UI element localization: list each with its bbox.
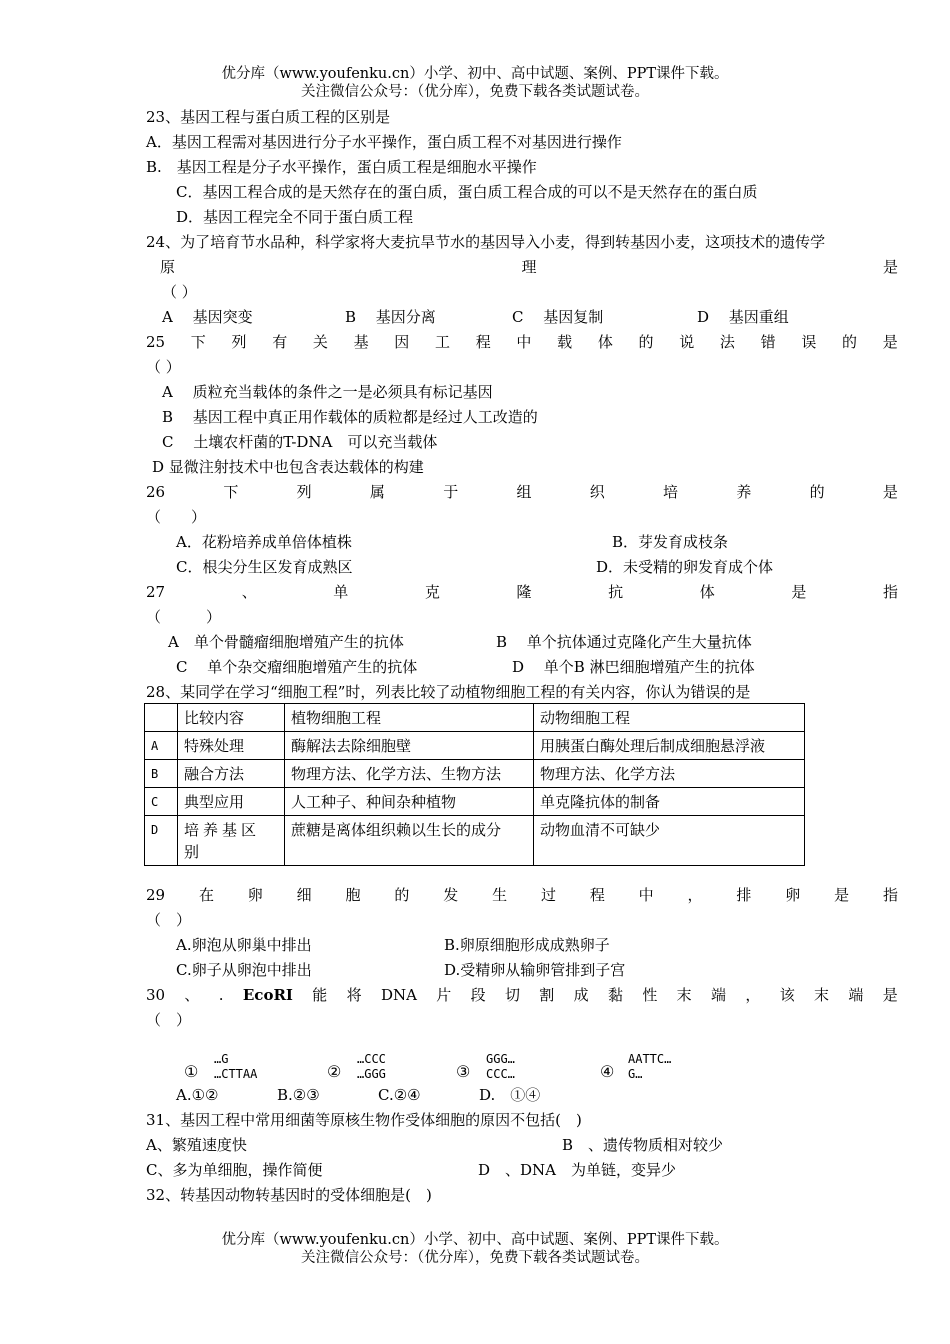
q25-stem (146, 332, 898, 352)
q29-option-d: D.受精卵从输卵管排到子宫 (444, 961, 626, 979)
sequence-1-top-strand: …G (214, 1052, 229, 1066)
q26-word: 培 (663, 483, 679, 501)
q25-word: 下 (190, 333, 206, 351)
q27-word: 指 (882, 583, 898, 601)
q25-word: 因 (394, 333, 410, 351)
q24-word: 理 (521, 258, 537, 276)
table-cell: 典型应用 (178, 788, 285, 816)
q23-option-c: C．基因工程合成的是天然存在的蛋白质，蛋白质工程合成的可以不是天然存在的蛋白质 (176, 183, 758, 201)
q30-word: EcoRⅠ (242, 986, 293, 1004)
q27-word: 隆 (516, 583, 532, 601)
q29-word: 中 (638, 886, 654, 904)
q26-word: 于 (443, 483, 459, 501)
table-cell: A (145, 732, 178, 760)
q29-word: 过 (540, 886, 556, 904)
q30-word: 能 (312, 986, 328, 1004)
q30-option-a: A.①② (176, 1086, 219, 1104)
q29-answer-paren: （ ） (146, 911, 192, 929)
q29-word: 在 (198, 886, 214, 904)
table-cell: C (145, 788, 178, 816)
table-header-cell: 动物细胞工程 (534, 704, 805, 732)
q30-word: 30 (146, 986, 166, 1004)
q30-word: . (218, 986, 224, 1004)
q25-answer-paren: （ ） (146, 358, 181, 376)
table-cell: 特殊处理 (178, 732, 285, 760)
q25-word: 的 (842, 333, 858, 351)
q27-word: 克 (424, 583, 440, 601)
q29-word: 指 (882, 886, 898, 904)
footer-line-1: 优分库（www.youfenku.cn）小学、初中、高中试题、案例、PPT课件下载。 (221, 1232, 729, 1248)
table-row (145, 760, 805, 788)
q32-stem: 32、转基因动物转基因时的受体细胞是( ) (146, 1186, 432, 1204)
q27-word: 单 (333, 583, 349, 601)
footer-line-2: 关注微信公众号：（优分库），免费下载各类试题试卷。 (301, 1250, 649, 1266)
q29-word: 是 (834, 886, 850, 904)
q25-word: 工 (435, 333, 451, 351)
sequence-4-top-strand: AATTC… (628, 1052, 672, 1066)
q23-option-a: A．基因工程需对基因进行分子水平操作，蛋白质工程不对基因进行操作 (146, 133, 622, 151)
q26-word: 组 (516, 483, 532, 501)
q31-option-d: D 、DNA 为单链，变异少 (478, 1161, 677, 1179)
q26-word: 属 (369, 483, 385, 501)
q23-stem: 23、基因工程与蛋白质工程的区别是 (146, 108, 391, 126)
q27-option-c: C 单个杂交瘤细胞增殖产生的抗体 (176, 658, 418, 676)
sequence-2-number: ② (327, 1062, 342, 1081)
q25-option-a: A 质粒充当载体的条件之一是必须具有标记基因 (162, 383, 493, 401)
q29-word: 发 (443, 886, 459, 904)
q30-word: ， (745, 986, 761, 1004)
q30-option-b: B.②③ (277, 1086, 320, 1104)
q25-option-b: B 基因工程中真正用作载体的质粒都是经过人工改造的 (162, 408, 538, 426)
q23-option-b: B. 基因工程是分子水平操作，蛋白质工程是细胞水平操作 (146, 158, 537, 176)
q27-option-a: A 单个骨髓瘤细胞增殖产生的抗体 (168, 633, 404, 651)
q25-option-c: C 土壤农杆菌的T-DNA 可以充当载体 (162, 433, 438, 451)
q25-word: 是 (882, 333, 898, 351)
q24-option-d: D 基因重组 (697, 308, 789, 326)
table-cell: 人工种子、种间杂种植物 (285, 788, 534, 816)
q29-word: ， (687, 886, 703, 904)
q30-stem (146, 985, 898, 1005)
q27-answer-paren: （ ） (146, 608, 222, 626)
q26-word: 列 (296, 483, 312, 501)
sequence-2-top-strand: …CCC (357, 1052, 386, 1066)
q25-word: 体 (597, 333, 613, 351)
q27-stem (146, 582, 898, 602)
q24-option-c: C 基因复制 (512, 308, 604, 326)
q27-word: 体 (699, 583, 715, 601)
q29-word: 卵 (785, 886, 801, 904)
q29-option-c: C.卵子从卵泡中排出 (176, 961, 312, 979)
q25-word: 法 (719, 333, 735, 351)
q29-option-a: A.卵泡从卵巢中排出 (176, 936, 312, 954)
sequence-1-number: ① (184, 1062, 199, 1081)
q30-word: DNA (380, 986, 417, 1004)
q25-word: 说 (679, 333, 695, 351)
header-line-2: 关注微信公众号：（优分库），免费下载各类试题试卷。 (301, 84, 649, 100)
q25-word: 错 (760, 333, 776, 351)
q26-word: 下 (223, 483, 239, 501)
q25-word: 的 (638, 333, 654, 351)
q26-option-a: A．花粉培养成单倍体植株 (176, 533, 352, 551)
q25-word: 25 (146, 333, 166, 351)
q24-word: 是 (882, 258, 898, 276)
q30-word: 端 (711, 986, 727, 1004)
q30-word: 末 (814, 986, 830, 1004)
q28-stem: 28、某同学在学习“细胞工程”时，列表比较了动植物细胞工程的有关内容，你认为错误的是 (146, 683, 751, 701)
q25-word: 列 (231, 333, 247, 351)
q24-option-b: B 基因分离 (345, 308, 436, 326)
q24-answer-paren: （ ） (162, 283, 197, 301)
q30-option-c: C.②④ (378, 1086, 421, 1104)
table-cell: 单克隆抗体的制备 (534, 788, 805, 816)
sequence-3-number: ③ (456, 1062, 471, 1081)
table-cell: B (145, 760, 178, 788)
q26-option-c: C．根尖分生区发育成熟区 (176, 558, 353, 576)
q29-stem (146, 885, 898, 905)
q25-option-d: D 显微注射技术中也包含表达载体的构建 (152, 458, 424, 476)
q27-option-b: B 单个抗体通过克隆化产生大量抗体 (496, 633, 752, 651)
q31-option-a: A、繁殖速度快 (146, 1136, 247, 1154)
comparison-table (144, 703, 805, 866)
q26-word: 26 (146, 483, 166, 501)
table-row (145, 816, 805, 866)
sequence-3-top-strand: GGG… (486, 1052, 515, 1066)
q31-option-b: B 、遗传物质相对较少 (562, 1136, 724, 1154)
q25-word: 中 (516, 333, 532, 351)
q30-word: 将 (346, 986, 362, 1004)
header-line-1: 优分库（www.youfenku.cn）小学、初中、高中试题、案例、PPT课件下载。 (221, 66, 729, 82)
sequence-2-bottom-strand: …GGG (357, 1067, 386, 1081)
q27-word: 抗 (608, 583, 624, 601)
q29-option-b: B.卵原细胞形成成熟卵子 (444, 936, 610, 954)
q26-option-d: D．未受精的卵发育成个体 (596, 558, 774, 576)
table-row (145, 732, 805, 760)
q29-word: 排 (736, 886, 752, 904)
q29-word: 细 (296, 886, 312, 904)
table-header-cell (145, 704, 178, 732)
q30-word: 片 (436, 986, 452, 1004)
q24-stem: 24、为了培育节水品种，科学家将大麦抗旱节水的基因导入小麦，得到转基因小麦，这项技术的遗传学 (146, 233, 826, 251)
q30-word: 端 (848, 986, 864, 1004)
table-header-cell: 植物细胞工程 (285, 704, 534, 732)
q29-word: 的 (394, 886, 410, 904)
q27-option-d: D 单个B 淋巴细胞增殖产生的抗体 (512, 658, 755, 676)
q30-option-d: D. ①④ (479, 1086, 541, 1104)
q26-word: 养 (736, 483, 752, 501)
q29-word: 生 (492, 886, 508, 904)
q26-word: 的 (809, 483, 825, 501)
table-cell: 动物血清不可缺少 (534, 816, 805, 866)
sequence-4-number: ④ (600, 1062, 615, 1081)
q31-stem: 31、基因工程中常用细菌等原核生物作受体细胞的原因不包括( ) (146, 1111, 582, 1129)
q25-word: 关 (312, 333, 328, 351)
sequence-1-bottom-strand: …CTTAA (214, 1067, 258, 1081)
q30-word: 、 (184, 986, 200, 1004)
q31-option-c: C、多为单细胞，操作简便 (146, 1161, 323, 1179)
q29-word: 程 (589, 886, 605, 904)
q30-word: 切 (504, 986, 520, 1004)
q30-word: 割 (539, 986, 555, 1004)
q25-word: 程 (475, 333, 491, 351)
q30-word: 是 (882, 986, 898, 1004)
q25-word: 有 (272, 333, 288, 351)
q26-option-b: B．芽发育成枝条 (612, 533, 729, 551)
table-cell: 用胰蛋白酶处理后制成细胞悬浮液 (534, 732, 805, 760)
q30-word: 性 (642, 986, 658, 1004)
q24-stem-continued (160, 257, 898, 277)
table-cell: 物理方法、化学方法、生物方法 (285, 760, 534, 788)
q29-word: 胞 (345, 886, 361, 904)
q25-word: 基 (353, 333, 369, 351)
q24-option-a: A 基因突变 (162, 308, 253, 326)
q26-word: 织 (589, 483, 605, 501)
q26-answer-paren: （ ） (146, 508, 207, 526)
table-cell: 融合方法 (178, 760, 285, 788)
q24-word: 原 (160, 258, 176, 276)
q30-word: 成 (573, 986, 589, 1004)
table-cell: 酶解法去除细胞壁 (285, 732, 534, 760)
sequence-3-bottom-strand: CCC… (486, 1067, 515, 1081)
table-header-row (145, 704, 805, 732)
q30-word: 末 (676, 986, 692, 1004)
q25-word: 载 (557, 333, 573, 351)
table-cell: 蔗糖是离体组织赖以生长的成分 (285, 816, 534, 866)
q23-option-d: D．基因工程完全不同于蛋白质工程 (176, 208, 414, 226)
q27-word: 是 (791, 583, 807, 601)
q30-word: 段 (470, 986, 486, 1004)
q29-word: 29 (146, 886, 166, 904)
table-cell: D (145, 816, 178, 866)
q26-word: 是 (882, 483, 898, 501)
table-row (145, 788, 805, 816)
sequence-4-bottom-strand: G… (628, 1067, 643, 1081)
q27-word: 27 (146, 583, 166, 601)
q27-word: 、 (241, 583, 257, 601)
table-header-cell: 比较内容 (178, 704, 285, 732)
q30-word: 黏 (607, 986, 623, 1004)
q26-stem (146, 482, 898, 502)
q29-word: 卵 (247, 886, 263, 904)
q25-word: 误 (801, 333, 817, 351)
table-cell: 物理方法、化学方法 (534, 760, 805, 788)
table-cell: 培养基区别 (178, 816, 285, 866)
q30-answer-paren: （ ） (146, 1011, 192, 1029)
q30-word: 该 (779, 986, 795, 1004)
